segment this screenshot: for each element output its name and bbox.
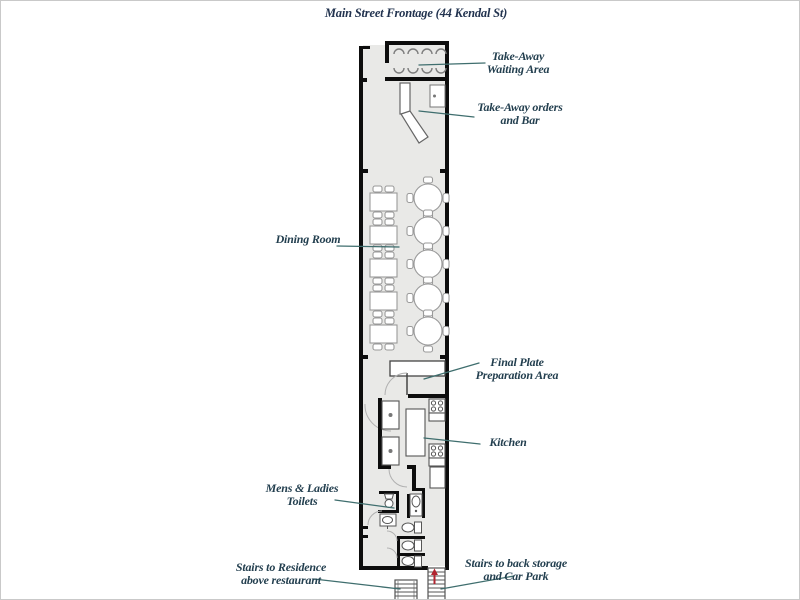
label-orders-line2: and Bar <box>500 113 540 127</box>
label-dining-room <box>276 233 341 246</box>
label-kitchen-line1: Kitchen <box>489 435 527 449</box>
label-toilets <box>266 482 339 508</box>
label-stairs-back-line1: Stairs to back storage <box>465 556 567 570</box>
leader-line-residence <box>314 579 400 589</box>
label-final-plate-line2: Preparation Area <box>475 368 559 382</box>
label-toilets-line1: Mens & Ladies <box>265 481 339 495</box>
label-final-plate <box>476 356 559 382</box>
floor-plan-drawing <box>1 1 800 600</box>
stairs-residence <box>395 580 417 600</box>
label-waiting-line1: Take-Away <box>491 49 545 63</box>
label-takeaway-orders <box>477 101 562 127</box>
page-title: Main Street Frontage (44 Kendal St) <box>324 6 508 20</box>
entry-door <box>430 85 445 107</box>
label-dining-line1: Dining Room <box>275 232 341 246</box>
label-kitchen <box>489 436 526 449</box>
label-stairs-residence-line1: Stairs to Residence <box>235 560 327 574</box>
label-stairs-residence-line2: above restaurant <box>241 573 321 587</box>
label-stairs-back-line2: and Car Park <box>483 569 549 583</box>
label-stairs-back <box>465 557 567 583</box>
label-final-plate-line1: Final Plate <box>490 355 544 369</box>
dining-rect-tables <box>370 186 397 350</box>
prep-counter <box>390 361 445 376</box>
label-waiting-line2: Waiting Area <box>486 62 550 76</box>
label-orders-line1: Take-Away orders <box>477 100 563 114</box>
label-waiting-area <box>487 50 550 76</box>
label-toilets-line2: Toilets <box>286 494 318 508</box>
stairs-back-storage <box>428 568 445 600</box>
label-stairs-residence <box>236 561 326 587</box>
